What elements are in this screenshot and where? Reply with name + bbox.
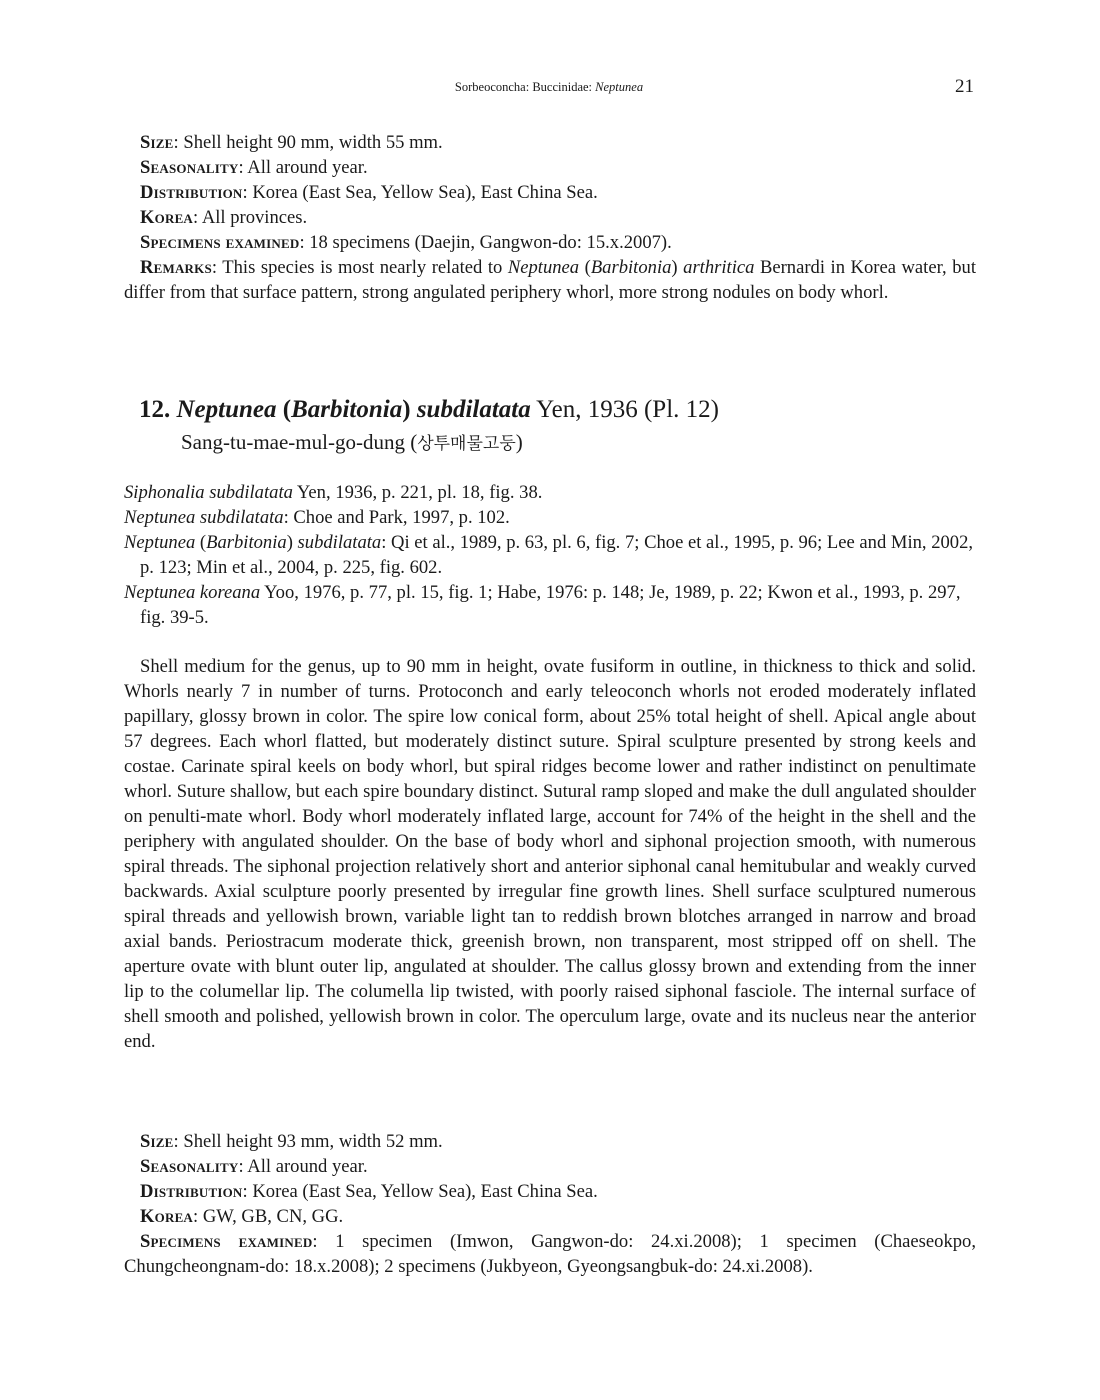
prev-seasonality-field xyxy=(124,155,976,180)
prev-korea-field xyxy=(124,205,976,230)
prev-size-field xyxy=(124,130,976,155)
field-value: : All around year. xyxy=(238,157,368,178)
seasonality-field xyxy=(124,1154,976,1179)
species-epithet: subdilatata xyxy=(416,396,531,423)
field-label: Seasonality xyxy=(140,157,239,178)
field-value: : Korea (East Sea, Yellow Sea), East China Sea. xyxy=(242,1181,598,1202)
running-title: Sorbeoconcha: Buccinidae: Neptunea xyxy=(454,80,644,94)
synonym-entry: Siphonalia subdilatata Yen, 1936, p. 221, pl. 18, fig. 38. xyxy=(124,482,543,503)
remarks-epithet: arthritica xyxy=(683,257,755,278)
field-value: : Shell height 90 mm, width 55 mm. xyxy=(173,132,443,153)
remarks-genus: Neptunea xyxy=(507,257,580,278)
field-label: Size xyxy=(140,1131,174,1152)
field-value: : GW, GB, CN, GG. xyxy=(193,1206,344,1227)
korean-name: 상투매물고둥 xyxy=(417,434,516,454)
field-value: : 1 specimen (Imwon, Gangwon-do: 24.xi.2008); 1 specimen (Chaeseokpo, Chungcheongnam-do: 18.x.2008); 2 specimens (Jukbyeon, Gyeongsangbuk-do: 24.xi.2008). xyxy=(124,1231,977,1277)
species-heading xyxy=(139,394,979,458)
synonym-entry: Neptunea subdilatata: Choe and Park, 1997, p. 102. xyxy=(124,507,510,528)
prev-specimens-field xyxy=(124,230,976,255)
running-head xyxy=(124,76,974,96)
species-number: 12. xyxy=(139,396,171,423)
synonym-entry: Neptunea (Barbitonia) subdilatata: Qi et al., 1989, p. 63, pl. 6, fig. 7; Choe et al., 1995, p. 96; Lee and Min, 2002, p. 123; Min et al., 2004, p. 225, fig. 602. xyxy=(124,532,974,578)
field-value: : Korea (East Sea, Yellow Sea), East China Sea. xyxy=(242,182,598,203)
field-label: Remarks xyxy=(140,257,212,278)
field-value: : All around year. xyxy=(238,1156,368,1177)
field-label: Specimens examined xyxy=(140,232,300,253)
field-label: Distribution xyxy=(140,182,243,203)
distribution-field xyxy=(124,1179,976,1204)
field-label: Size xyxy=(140,132,174,153)
species-author: Yen, 1936 (Pl. 12) xyxy=(536,396,719,423)
description-paragraph: Shell medium for the genus, up to 90 mm in height, ovate fusiform in outline, in thickness to thick and solid. Whorls nearly 7 in number of turns. Protoconch and early teleoconch whorls not eroded moderately inflated papillary, glossy brown in color. The spire low conical form, about 25% total height of shell. Apical angle about 57 degrees. Each whorl flatted, but moderately distinct suture. Spiral sculpture presented by strong keels and costae. Carinate spiral keels on body whorl, but spiral ridges become lower and rather indistinct on penultimate whorl. Suture shallow, but each spire boundary distinct. Sutural ramp sloped and make the dull angulated shoulder on penulti-mate whorl. Body whorl moderately inflated large, account for 74% of the height in the shell and the periphery with angulated shoulder. On the base of body whorl and siphonal projection smooth, with numerous spiral threads. The siphonal projection relatively short and anterior siphonal canal hemitubular and weakly curved backwards. Axial sculpture poorly presented by irregular fine growth lines. Shell surface sculptured numerous spiral threads and yellowish brown, variable light tan to reddish brown blotches arranged in narrow and broad axial bands. Periostracum moderate thick, greenish brown, non transparent, most stripped off on shell. The aperture ovate with blunt outer lip, angulated at shoulder. The callus glossy brown and extending from the inner lip to the columellar lip. The columella lip twisted, with poorly raised siphonal fasciole. The internal surface of shell smooth and polished, yellowish brown in color. The operculum large, ovate and its nucleus near the anterior end. xyxy=(124,656,976,1052)
field-value: : All provinces. xyxy=(193,207,308,228)
remarks-subgenus: Barbitonia xyxy=(590,257,672,278)
common-name: Sang-tu-mae-mul-go-dung (상투매물고둥) xyxy=(181,430,523,454)
field-value: : Shell height 93 mm, width 52 mm. xyxy=(173,1131,443,1152)
page-number: 21 xyxy=(955,76,974,97)
field-label: Specimens examined xyxy=(140,1231,313,1252)
synonym-entry: Neptunea koreana Yoo, 1976, p. 77, pl. 15, fig. 1; Habe, 1976: p. 148; Je, 1989, p. 22; Kwon et al., 1993, p. 297, fig. 39-5. xyxy=(124,582,961,628)
species-genus: Neptunea xyxy=(176,396,277,423)
field-label: Seasonality xyxy=(140,1156,239,1177)
field-label: Korea xyxy=(140,207,194,228)
species-subgenus: Barbitonia xyxy=(291,396,403,423)
korea-field xyxy=(124,1204,976,1229)
specimens-field xyxy=(124,1229,976,1279)
species-title: 12. Neptunea (Barbitonia) subdilatata Yen, 1936 (Pl. 12) xyxy=(139,396,719,423)
field-label: Korea xyxy=(140,1206,194,1227)
field-label: Distribution xyxy=(140,1181,243,1202)
running-genus: Neptunea xyxy=(595,80,644,94)
prev-distribution-field xyxy=(124,180,976,205)
size-field xyxy=(124,1129,976,1154)
field-value: : 18 specimens (Daejin, Gangwon-do: 15.x.2007). xyxy=(299,232,672,253)
synonymy-list xyxy=(124,480,976,630)
prev-remarks-field: Remarks: This species is most nearly related to Neptunea (Barbitonia) arthritica Bernardi in Korea water, but differ from that surface pattern, strong angulated periphery whorl, more strong nodules on body whorl. xyxy=(124,257,976,303)
